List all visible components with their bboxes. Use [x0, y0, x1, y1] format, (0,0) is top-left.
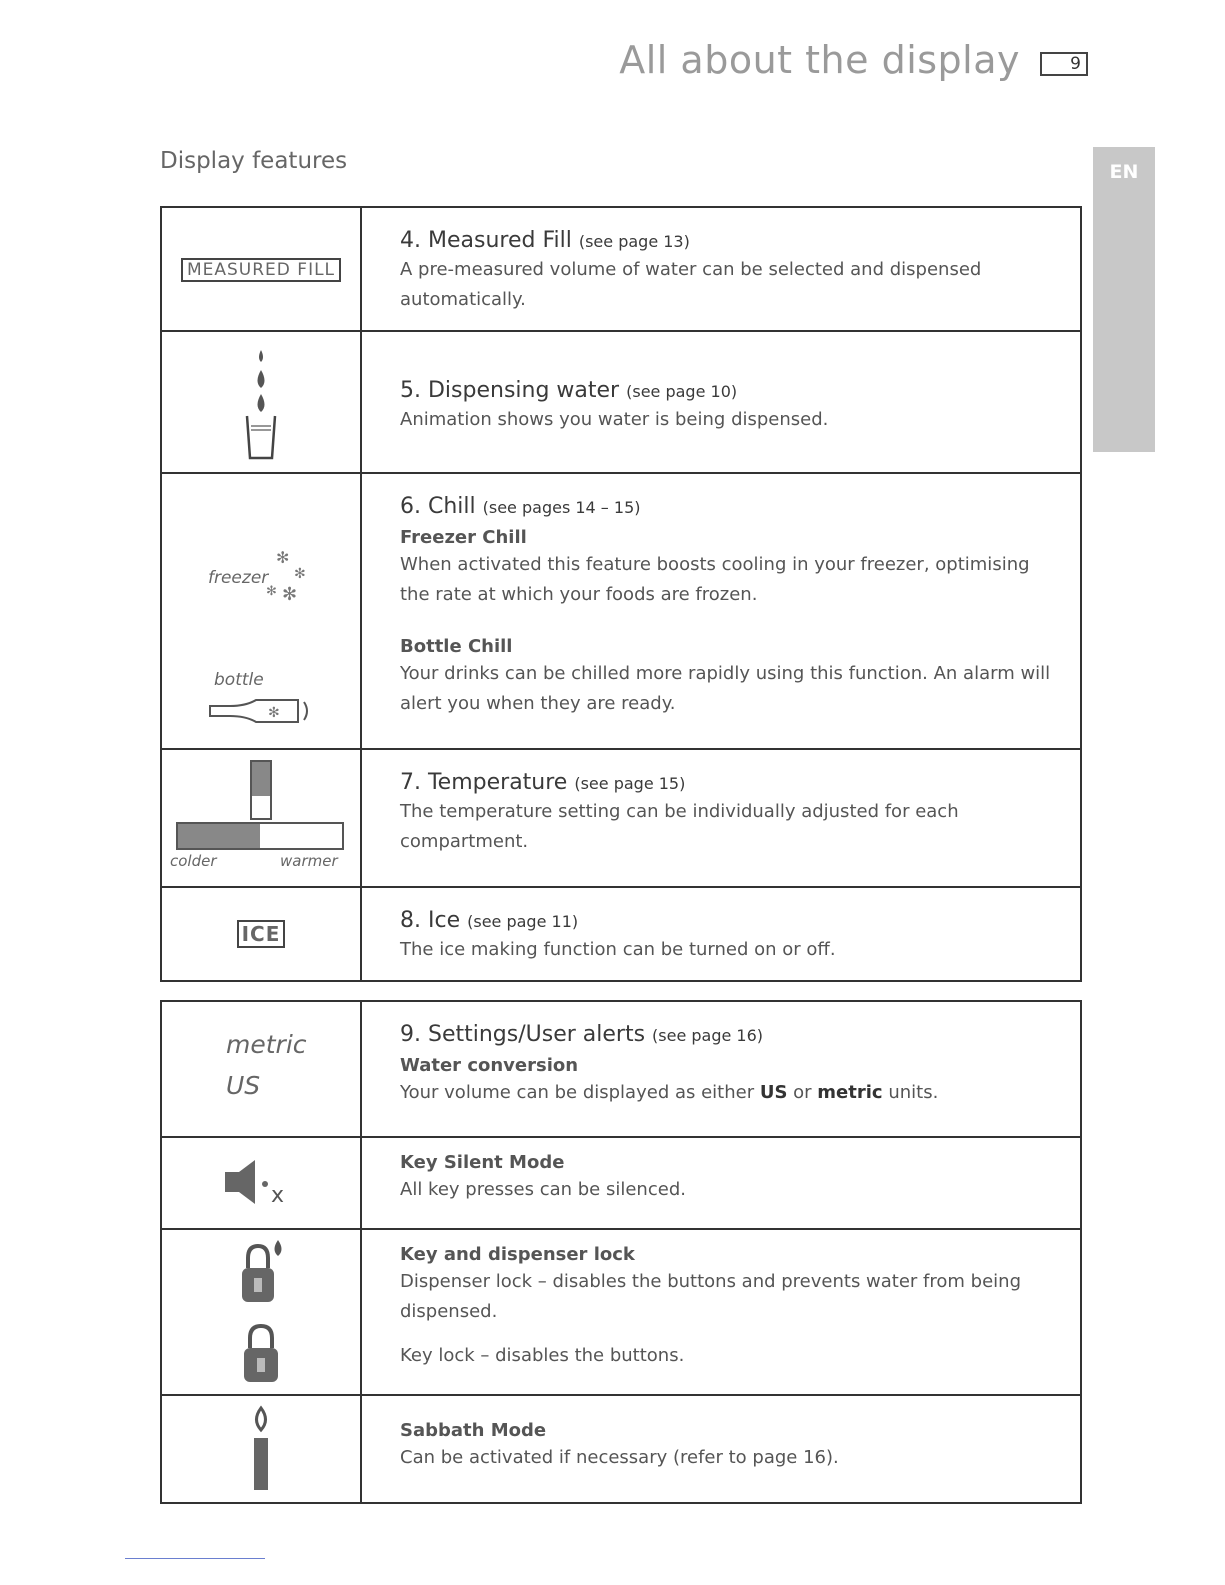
icon-cell	[161, 207, 361, 331]
feature-row-dispensing-water	[161, 331, 1081, 473]
text-cell	[361, 1229, 1081, 1395]
svg-text:✻: ✻	[268, 705, 280, 721]
feature-description: Your volume can be displayed as either US or metric units.	[400, 1082, 939, 1103]
feature-description: When activated this feature boosts cooling in your freezer, optimising the rate at which your foods are frozen.	[400, 554, 1030, 605]
bottle-chill-icon	[206, 668, 316, 728]
feature-description: A pre-measured volume of water can be selected and dispensed automatically.	[400, 259, 982, 310]
section-title: Display features	[160, 148, 348, 174]
icon-cell	[161, 1395, 361, 1503]
feature-row-lock	[161, 1229, 1081, 1395]
text-cell	[361, 473, 1081, 749]
footer-rule	[125, 1558, 265, 1559]
feature-subheading: Bottle Chill	[400, 636, 513, 657]
speaker-muted-icon	[221, 1158, 301, 1208]
feature-subheading: Sabbath Mode	[400, 1420, 547, 1441]
feature-description: Can be activated if necessary (refer to page 16).	[400, 1447, 839, 1468]
text-cell	[361, 331, 1081, 473]
freezer-label: freezer	[208, 568, 269, 588]
icon-cell	[161, 1137, 361, 1229]
icon-cell	[161, 749, 361, 887]
warmer-label: warmer	[280, 852, 338, 870]
text-cell	[361, 887, 1081, 981]
feature-heading: 8. Ice (see page 11)	[400, 908, 579, 933]
colder-label: colder	[170, 852, 217, 870]
feature-description: The temperature setting can be individually adjusted for each compartment.	[400, 801, 959, 852]
temperature-icon	[170, 756, 346, 886]
ice-icon: ICE	[237, 920, 286, 948]
page-title: All about the display	[619, 38, 1020, 82]
feature-subheading: Key Silent Mode	[400, 1152, 565, 1173]
metric-label: metric	[226, 1030, 307, 1059]
us-label: US	[226, 1071, 261, 1100]
feature-row-measured-fill	[161, 207, 1081, 331]
candle-icon	[246, 1404, 276, 1494]
feature-description: All key presses can be silenced.	[400, 1179, 686, 1200]
feature-description: Animation shows you water is being dispensed.	[400, 409, 829, 430]
text-cell	[361, 207, 1081, 331]
bottle-label: bottle	[214, 670, 264, 690]
feature-subheading: Water conversion	[400, 1055, 579, 1076]
features-table-1	[160, 206, 1082, 982]
feature-subheading: Freezer Chill	[400, 527, 527, 548]
measured-fill-icon: MEASURED FILL	[181, 258, 341, 282]
text-cell	[361, 749, 1081, 887]
feature-description: The ice making function can be turned on or off.	[400, 939, 836, 960]
language-tab: EN	[1093, 147, 1155, 452]
feature-row-settings	[161, 1001, 1081, 1137]
text-cell	[361, 1137, 1081, 1229]
svg-text:x: x	[271, 1183, 285, 1208]
feature-description: Dispenser lock – disables the buttons and prevents water from being dispensed.	[400, 1271, 1021, 1322]
text-cell	[361, 1001, 1081, 1137]
feature-description: Your drinks can be chilled more rapidly using this function. An alarm will alert you when they are ready.	[400, 663, 1051, 714]
feature-row-chill	[161, 473, 1081, 749]
icon-cell	[161, 1229, 361, 1395]
feature-heading: 4. Measured Fill (see page 13)	[400, 228, 690, 253]
feature-row-ice	[161, 887, 1081, 981]
feature-row-key-silent	[161, 1137, 1081, 1229]
dispenser-lock-icon	[236, 1238, 286, 1308]
icon-cell	[161, 331, 361, 473]
feature-subheading: Key and dispenser lock	[400, 1244, 635, 1265]
icon-cell	[161, 473, 361, 749]
page-number: 9	[1040, 52, 1088, 76]
text-cell	[361, 1395, 1081, 1503]
features-table-2	[160, 1000, 1082, 1504]
water-dispensing-icon	[241, 342, 281, 462]
feature-heading: 6. Chill (see pages 14 – 15)	[400, 494, 641, 519]
feature-heading: 9. Settings/User alerts (see page 16)	[400, 1022, 764, 1047]
feature-heading: 5. Dispensing water (see page 10)	[400, 378, 738, 403]
icon-cell	[161, 1001, 361, 1137]
feature-row-temperature	[161, 749, 1081, 887]
key-lock-icon	[236, 1322, 286, 1386]
feature-description: Key lock – disables the buttons.	[400, 1345, 685, 1366]
icon-cell	[161, 887, 361, 981]
feature-row-sabbath	[161, 1395, 1081, 1503]
freezer-chill-icon: freezer ✻ ✻ ✻ ✻	[208, 548, 306, 605]
feature-heading: 7. Temperature (see page 15)	[400, 770, 686, 795]
